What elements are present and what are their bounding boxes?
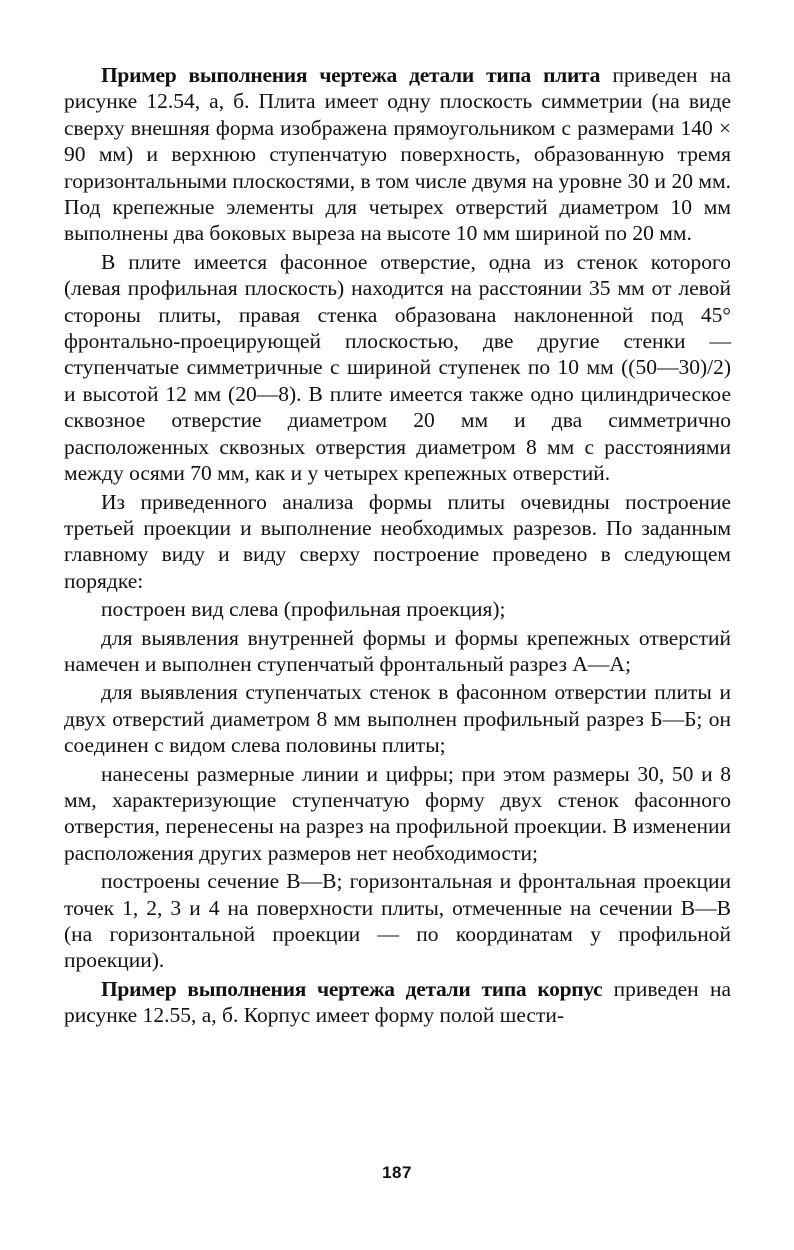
list-item: нанесены размерные линии и цифры; при этом размеры 30, 50 и 8 мм, характеризующие ступенчатую форму двух стенок фасонного отверстия, перенесены на разрез на профильной проекции. В изменении расположения других размеров нет необходимости; bbox=[64, 761, 731, 865]
paragraph-text: приведен на рисунке 12.54, а, б. Плита имеет одну плоскость симметрии (на виде сверху внешняя форма изображена прямоугольником с размерами 140 × 90 мм) и верхнюю ступенчатую поверхность, образованную тремя горизонтальными плоскостями, в том числе двумя на уровне 30 и 20 мм. Под крепежные элементы для четырех отверстий диаметром 10 мм выполнены два боковых выреза на высоте 10 мм шириной по 20 мм. bbox=[64, 63, 731, 246]
paragraph-plate-example bbox=[64, 62, 731, 247]
page-number: 187 bbox=[382, 1163, 412, 1182]
paragraph-housing-example bbox=[64, 976, 731, 1029]
list-item: построен вид слева (профильная проекция); bbox=[101, 597, 506, 622]
body-text bbox=[64, 62, 731, 1029]
paragraph: Из приведенного анализа формы плиты очевидны построение третьей проекции и выполнение необходимых разрезов. По заданным главному виду и виду сверху построение проведено в следующем порядке: bbox=[64, 489, 731, 593]
paragraph-lead: Пример выполнения чертежа детали типа плита bbox=[101, 63, 601, 87]
list-item: для выявления внутренней формы и формы крепежных отверстий намечен и выполнен ступенчатый фронтальный разрез А—А; bbox=[64, 625, 731, 676]
list-item: построены сечение В—В; горизонтальная и фронтальная проекции точек 1, 2, 3 и 4 на поверхности плиты, отмеченные на сечении В—В (на горизонтальной проекции — по координатам у профильной проекции). bbox=[64, 869, 731, 973]
list-item: для выявления ступенчатых стенок в фасонном отверстии плиты и двух отверстий диаметром 8 мм выполнен профильный разрез Б—Б; он соединен с видом слева половины плиты; bbox=[64, 680, 731, 758]
paragraph: В плите имеется фасонное отверстие, одна из стенок которого (левая профильная плоскость) находится на расстоянии 35 мм от левой стороны плиты, правая стенка образована наклоненной под 45° фронтально-проецирующей плоскостью, две другие стенки — ступенчатые симметричные с шириной ступенек по 10 мм ((50—30)/2) и высотой 12 мм (20—8). В плите имеется также одно цилиндрическое сквозное отверстие диаметром 20 мм и два симметрично расположенных сквозных отверстия диаметром 8 мм с расстояниями между осями 70 мм, как и у четырех крепежных отверстий. bbox=[64, 249, 731, 486]
paragraph-lead: Пример выполнения чертежа детали типа корпус bbox=[101, 976, 603, 1001]
paragraph-text: приведен на рисунке 12.55, а, б. Корпус имеет форму полой шести- bbox=[64, 976, 732, 1028]
